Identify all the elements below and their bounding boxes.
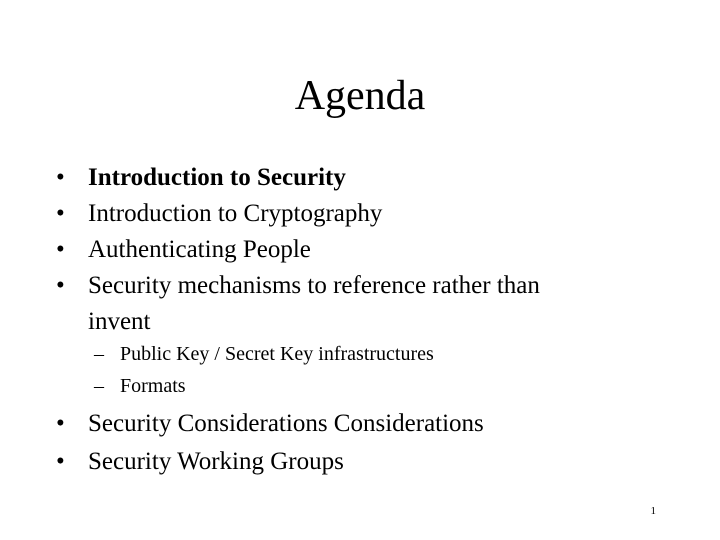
agenda-item-label: Security Considerations Considerations <box>88 410 484 437</box>
sub-item-formats <box>94 370 186 402</box>
dash-icon: – <box>94 343 104 365</box>
bullet-icon: • <box>56 448 65 475</box>
agenda-item-security-mechanisms <box>56 268 608 340</box>
bullet-icon: • <box>56 410 65 437</box>
dash-icon: – <box>94 375 104 397</box>
slide-title: Agenda <box>294 73 426 119</box>
agenda-item-label: Introduction to Cryptography <box>88 200 383 227</box>
sub-item-label: Public Key / Secret Key infrastructures <box>120 343 434 365</box>
agenda-item-security-considerations <box>56 406 608 442</box>
agenda-item-label: Authenticating People <box>88 236 311 263</box>
agenda-item-label: Security mechanisms to reference rather than invent <box>88 272 540 335</box>
agenda-item-label: Introduction to Security <box>88 164 346 191</box>
agenda-item-security-working-groups <box>56 444 608 480</box>
agenda-item-label: Security Working Groups <box>88 448 344 475</box>
page-number: 1 <box>650 505 656 517</box>
agenda-item-intro-cryptography <box>56 196 608 232</box>
bullet-icon: • <box>56 272 65 299</box>
agenda-item-authenticating-people <box>56 232 608 268</box>
bullet-icon: • <box>56 236 65 263</box>
sub-item-key-infrastructures <box>94 338 434 370</box>
bullet-icon: • <box>56 200 65 227</box>
sub-item-label: Formats <box>120 375 186 397</box>
bullet-icon: • <box>56 164 65 191</box>
agenda-item-intro-security <box>56 160 608 196</box>
